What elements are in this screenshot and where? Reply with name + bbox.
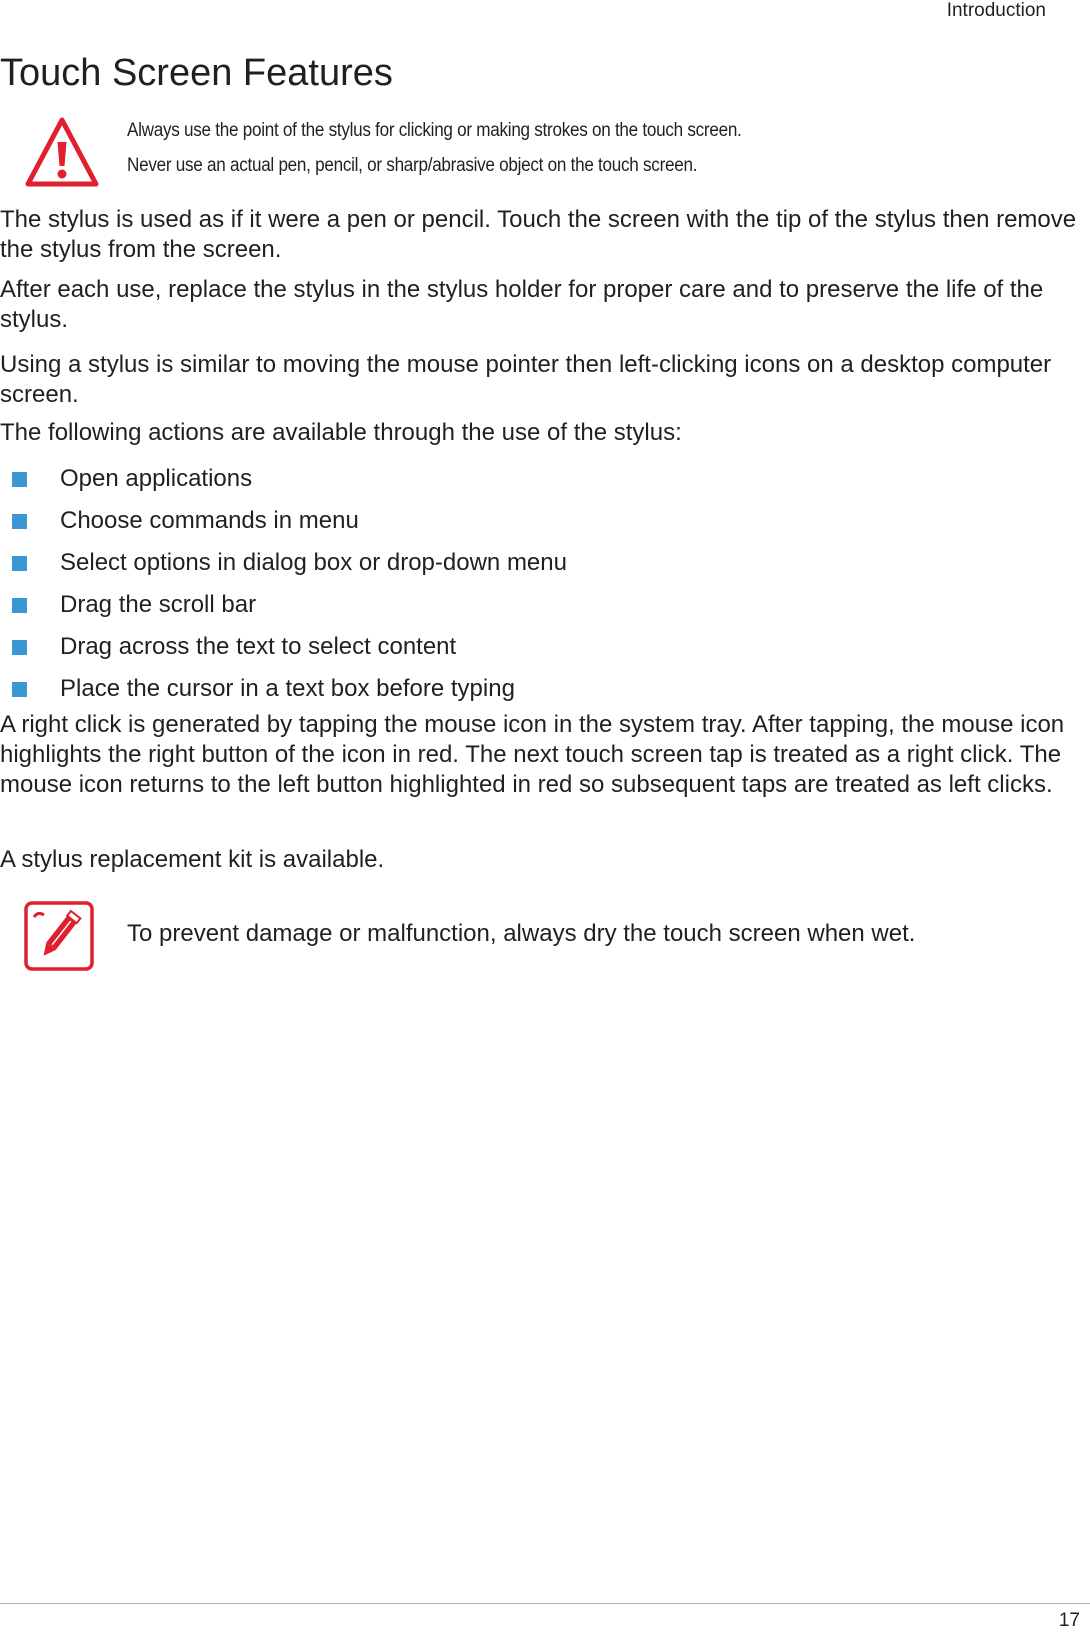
page-title: Touch Screen Features (0, 52, 393, 94)
paragraph-actions-intro: The following actions are available through the use of the stylus: (0, 419, 682, 446)
list-item-text: Drag the scroll bar (60, 591, 257, 618)
list-item (0, 500, 567, 542)
square-bullet-icon (12, 556, 27, 571)
list-item (0, 458, 567, 500)
paragraph-stylus-care: After each use, replace the stylus in the stylus holder for proper care and to preserve the life of the stylus. (0, 276, 1044, 333)
warning-line: Always use the point of the stylus for clicking or making strokes on the touch screen. (127, 120, 742, 141)
list-item-text: Place the cursor in a text box before typing (60, 675, 515, 702)
paragraph-stylus-mouse-analogy: Using a stylus is similar to moving the mouse pointer then left-clicking icons on a desktop computer screen. (0, 351, 1052, 408)
page-number: 17 (1058, 1610, 1080, 1631)
list-item-text: Select options in dialog box or drop-down menu (60, 549, 567, 576)
list-item (0, 668, 567, 710)
list-item-text: Drag across the text to select content (60, 633, 457, 660)
pen-note-icon (24, 901, 94, 971)
stylus-actions-list (0, 458, 567, 710)
list-item (0, 542, 567, 584)
warning-message (127, 120, 810, 190)
list-item (0, 626, 567, 668)
warning-icon (24, 116, 100, 188)
footer-divider (0, 1603, 1090, 1604)
list-item-text: Open applications (60, 465, 253, 492)
square-bullet-icon (12, 472, 27, 487)
paragraph-replacement-kit: A stylus replacement kit is available. (0, 846, 385, 873)
list-item-text: Choose commands in menu (60, 507, 359, 534)
square-bullet-icon (12, 598, 27, 613)
warning-line: Never use an actual pen, pencil, or sharp/abrasive object on the touch screen. (127, 155, 698, 176)
square-bullet-icon (12, 640, 27, 655)
square-bullet-icon (12, 514, 27, 529)
paragraph-stylus-usage: The stylus is used as if it were a pen or pencil. Touch the screen with the tip of the stylus then remove the stylus from the screen. (0, 206, 1077, 263)
running-header: Introduction (946, 0, 1046, 21)
list-item (0, 584, 567, 626)
note-message: To prevent damage or malfunction, always dry the touch screen when wet. (127, 920, 916, 947)
square-bullet-icon (12, 682, 27, 697)
paragraph-right-click: A right click is generated by tapping the mouse icon in the system tray. After tapping, the mouse icon highlights the right button of the icon in red. The next touch screen tap is treated as a right click. The mouse icon returns to the left button highlighted in red so subsequent taps are treated as left clicks. (0, 711, 1065, 798)
